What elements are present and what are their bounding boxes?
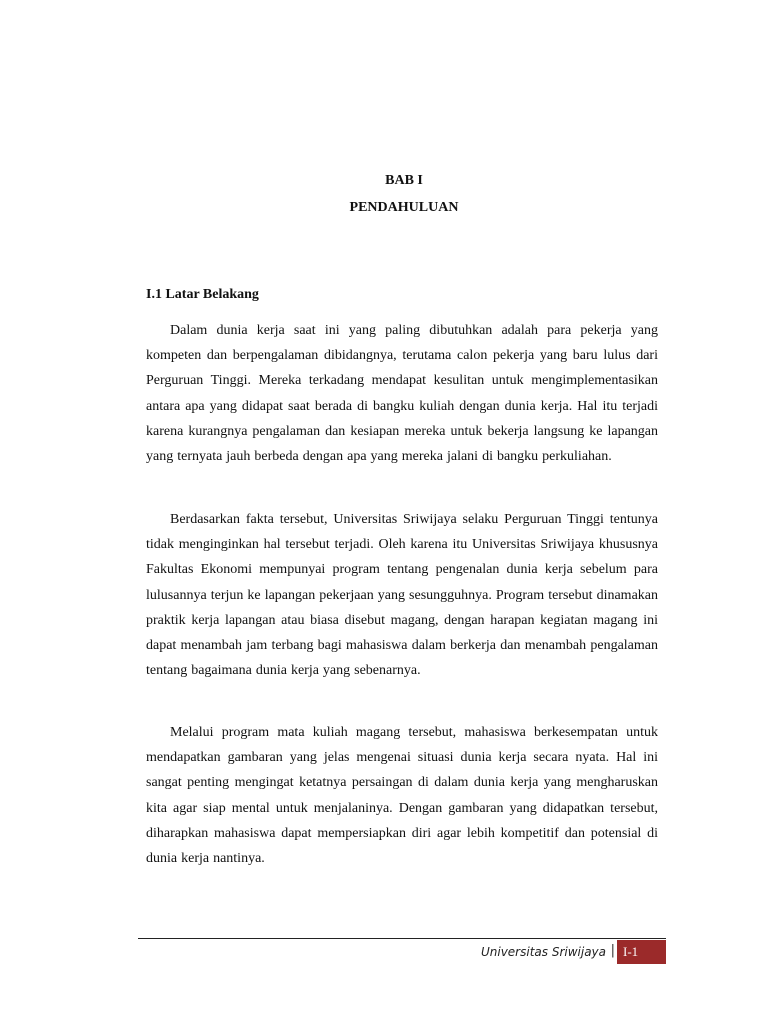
paragraph-1: Dalam dunia kerja saat ini yang paling dibutuhkan adalah para pekerja yang kompeten dan berpengalaman dibidangnya, terutama calon pekerja yang baru lulus dari Perguruan Tinggi. Mereka terkadang mendapat kesulitan untuk mengimplementasikan antara apa yang didapat saat berada di bangku kuliah dengan dunia kerja. Hal itu terjadi karena kurangnya pengalaman dan kesiapan mereka untuk bekerja langsung ke lapangan yang ternyata jauh berbeda dengan apa yang mereka jalani di bangku perkuliahan. bbox=[146, 323, 658, 465]
paragraph-2: Berdasarkan fakta tersebut, Universitas Sriwijaya selaku Perguruan Tinggi tentunya tidak menginginkan hal tersebut terjadi. Oleh karena itu Universitas Sriwijaya khususnya Fakultas Ekonomi mempunyai program tentang pengenalan dunia kerja sebelum para lulusannya terjun ke lapangan pekerjaan yang sesungguhnya. Program tersebut dinamakan praktik kerja lapangan atau biasa disebut magang, dengan harapan kegiatan magang ini dapat menambah jam terbang bagi mahasiswa dalam berkerja dan menambah pengalaman tentang bagaimana dunia kerja yang sebenarnya. bbox=[146, 512, 658, 679]
chapter-number: BAB I bbox=[385, 173, 423, 188]
footer-university-name: Universitas Sriwijaya bbox=[480, 945, 606, 959]
section-heading: I.1 Latar Belakang bbox=[146, 287, 259, 302]
footer-page-number: I-1 bbox=[617, 940, 666, 964]
chapter-title: PENDAHULUAN bbox=[349, 200, 459, 215]
page-footer bbox=[138, 938, 666, 965]
footer-separator: | bbox=[610, 943, 615, 958]
paragraph-3: Melalui program mata kuliah magang tersebut, mahasiswa berkesempatan untuk mendapatkan gambaran yang jelas mengenai situasi dunia kerja secara nyata. Hal ini sangat penting mengingat ketatnya persaingan di dalam dunia kerja yang mengharuskan kita agar siap mental untuk menjalaninya. Dengan gambaran yang didapatkan tersebut, diharapkan mahasiswa dapat mempersiapkan diri agar lebih kompetitif dan potensial di dunia kerja nantinya. bbox=[146, 725, 658, 867]
